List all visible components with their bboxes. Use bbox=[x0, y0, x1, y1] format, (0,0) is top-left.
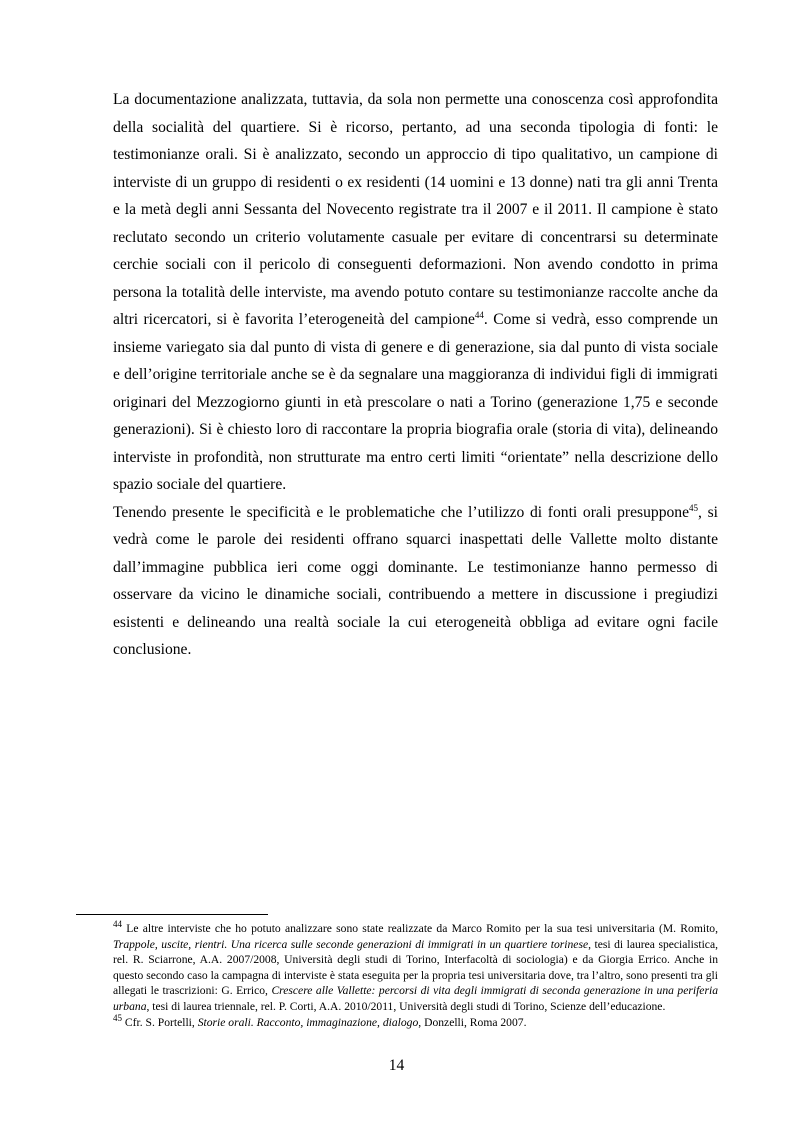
footnote-text: , tesi di laurea specialistica, rel. R. Sciarrone, A.A. 2007/2008, Università degli studi di Torino, Interfacoltà di sociologia) e da Giorgia Errico. Anche in questo secondo caso la campagna di interviste è stata eseguita per la propria tesi universitaria dove, tra l’altro, sono presenti tra gli allegati le trascrizioni: G. Errico, bbox=[113, 937, 718, 998]
footnote-text: , tesi di laurea triennale, rel. P. Corti, A.A. 2010/2011, Università degli studi di Torino, Scienze dell’educazione. bbox=[146, 999, 666, 1013]
footnote-text: , Donzelli, Roma 2007. bbox=[418, 1015, 527, 1029]
paragraph-text: La documentazione analizzata, tuttavia, da sola non permette una conoscenza così approfondita della socialità del quartiere. Si è ricorso, pertanto, ad una seconda tipologia di fonti: le testimonianze orali. Si è analizzato, secondo un approccio di tipo qualitativo, un campione di interviste di un gruppo di residenti o ex residenti (14 uomini e 13 donne) nati tra gli anni Trenta e la metà degli anni Sessanta del Novecento registrate tra il 2007 e il 2011. Il campione è stato reclutato secondo un criterio volutamente casuale per evitare di concentrarsi su determinate cerchie sociali con il pericolo di conseguenti deformazioni. Non avendo condotto in prima persona la totalità delle interviste, ma avendo potuto contare su testimonianze raccolte anche da altri ricercatori, si è favorita l’eterogeneità del campione bbox=[113, 91, 718, 328]
body-text bbox=[113, 86, 718, 664]
footnote-title: Trappole, uscite, rientri. Una ricerca sulle seconde generazioni di immigrati in un quartiere torinese bbox=[113, 937, 589, 951]
paragraph-testimonies bbox=[113, 499, 718, 664]
paragraph-text-continued: , si vedrà come le parole dei residenti offrano squarci inaspettati delle Vallette molto distante dall’immagine pubblica ieri come oggi dominante. Le testimonianze hanno permesso di osservare da vicino le dinamiche sociali, contribuendo a mettere in discussione i pregiudizi esistenti e delineando una realtà sociale la cui eterogeneità obbliga ad evitare ogni facile conclusione. bbox=[113, 503, 718, 658]
footnote-ref-45[interactable]: 45 bbox=[689, 502, 699, 513]
footnote-title: Crescere alle Vallette: percorsi di vita degli immigrati di seconda generazione in una periferia urbana bbox=[113, 984, 718, 1013]
footnote-number: 45 bbox=[113, 1012, 122, 1023]
footnote-ref-44[interactable]: 44 bbox=[474, 309, 484, 320]
paragraph-text-continued: . Come si vedrà, esso comprende un insieme variegato sia dal punto di vista di genere e di generazione, sia dal punto di vista sociale e dell’origine territoriale anche se è da segnalare una maggioranza di individui figli di immigrati originari del Mezzogiorno giunti in età prescolare o nati a Torino (generazione 1,75 e seconde generazioni). Si è chiesto loro di raccontare la propria biografia orale (storia di vita), delineando interviste in profondità, non strutturate ma entro certi limiti “orientate” nella descrizione dello spazio sociale del quartiere. bbox=[113, 311, 718, 493]
paragraph-text: Tenendo presente le specificità e le problematiche che l’utilizzo di fonti orali presuppone bbox=[113, 503, 690, 521]
footnote-title: Storie orali. Racconto, immaginazione, dialogo bbox=[197, 1015, 419, 1029]
paragraph-oral-sources bbox=[113, 86, 718, 499]
footnote-separator bbox=[76, 914, 268, 915]
footnote-number: 44 bbox=[113, 919, 122, 930]
footnote-44 bbox=[113, 921, 718, 1015]
page-number: 14 bbox=[388, 1057, 405, 1074]
footnote-text: Le altre interviste che ho potuto analizzare sono state realizzate da Marco Romito per la sua tesi universitaria (M. Romito, bbox=[122, 922, 718, 935]
footnote-text: Cfr. S. Portelli, bbox=[122, 1015, 198, 1029]
footnotes bbox=[113, 921, 718, 1030]
footnote-45 bbox=[113, 1012, 718, 1031]
